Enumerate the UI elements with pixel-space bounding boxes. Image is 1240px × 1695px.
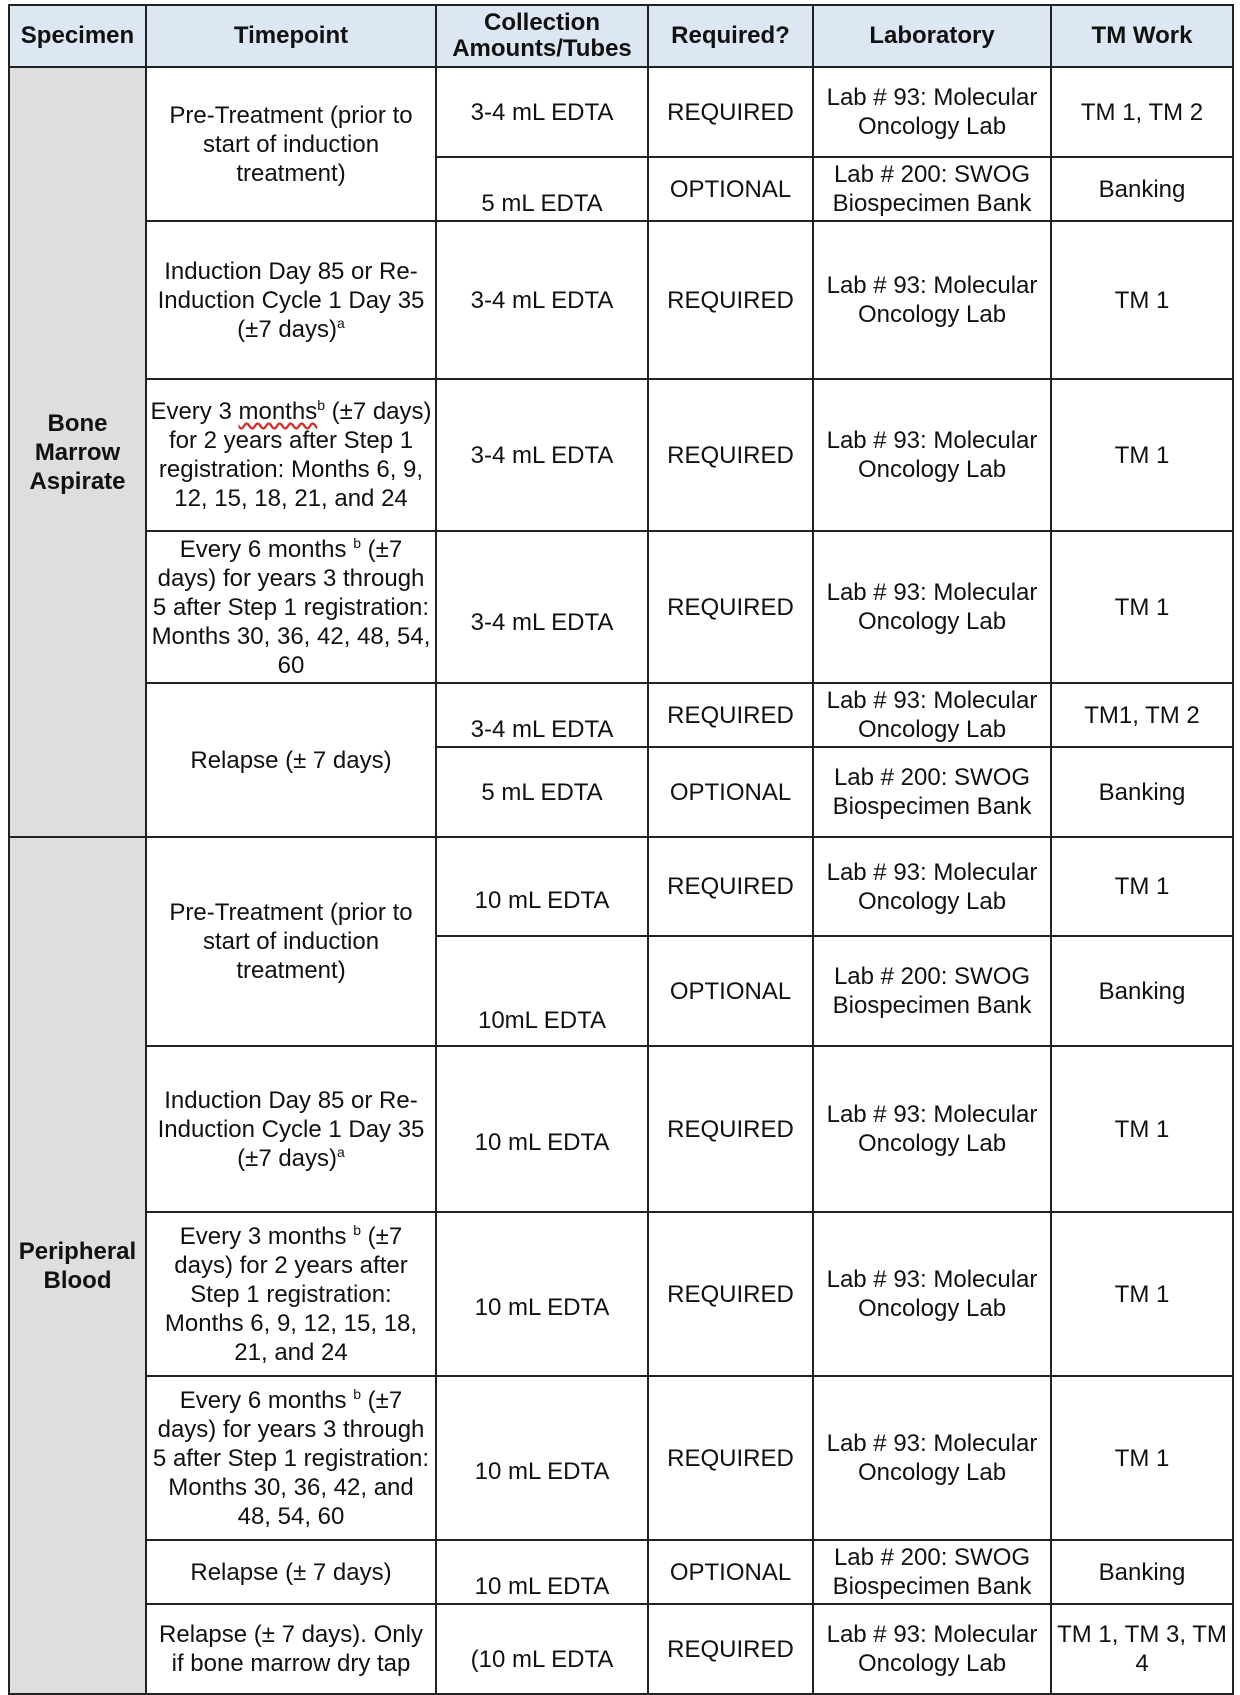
tm-work-cell: TM 1 — [1051, 1376, 1233, 1540]
timepoint-text: Every 3 months — [179, 1222, 354, 1250]
collection-cell: 10 mL EDTA — [436, 1376, 648, 1540]
collection-cell: 5 mL EDTA — [436, 747, 648, 837]
laboratory-cell: Lab # 200: SWOG Biospecimen Bank — [813, 157, 1051, 221]
tm-work-cell: Banking — [1051, 747, 1233, 837]
collection-cell: 10 mL EDTA — [436, 1212, 648, 1376]
collection-cell: 10mL EDTA — [436, 936, 648, 1046]
table-row — [9, 683, 1233, 747]
required-cell: REQUIRED — [648, 1212, 813, 1376]
header-row — [9, 5, 1233, 67]
timepoint-cell — [146, 1212, 436, 1376]
required-cell: REQUIRED — [648, 1046, 813, 1212]
laboratory-cell: Lab # 93: Molecular Oncology Lab — [813, 67, 1051, 157]
required-cell: REQUIRED — [648, 221, 813, 379]
required-cell: OPTIONAL — [648, 1540, 813, 1604]
laboratory-cell: Lab # 93: Molecular Oncology Lab — [813, 683, 1051, 747]
laboratory-cell: Lab # 200: SWOG Biospecimen Bank — [813, 936, 1051, 1046]
laboratory-cell: Lab # 200: SWOG Biospecimen Bank — [813, 1540, 1051, 1604]
table-row — [9, 1046, 1233, 1212]
laboratory-cell: Lab # 93: Molecular Oncology Lab — [813, 531, 1051, 683]
collection-cell: 10 mL EDTA — [436, 1540, 648, 1604]
footnote-marker: b — [353, 1385, 361, 1402]
required-cell: REQUIRED — [648, 837, 813, 936]
collection-cell: (10 mL EDTA — [436, 1604, 648, 1694]
laboratory-cell: Lab # 93: Molecular Oncology Lab — [813, 1376, 1051, 1540]
specimen-bone-marrow: Bone Marrow Aspirate — [9, 67, 146, 837]
tm-work-cell: TM 1 — [1051, 1212, 1233, 1376]
timepoint-cell: Relapse (± 7 days) — [146, 683, 436, 837]
table-row — [9, 1212, 1233, 1376]
laboratory-cell: Lab # 93: Molecular Oncology Lab — [813, 1046, 1051, 1212]
header-laboratory: Laboratory — [813, 5, 1051, 67]
required-cell: OPTIONAL — [648, 936, 813, 1046]
required-cell: OPTIONAL — [648, 747, 813, 837]
collection-cell: 3-4 mL EDTA — [436, 67, 648, 157]
laboratory-cell: Lab # 93: Molecular Oncology Lab — [813, 1212, 1051, 1376]
collection-cell: 3-4 mL EDTA — [436, 379, 648, 531]
timepoint-text: (±7 days) for years 3 through 5 after Step 1 registration: Months 30, 36, 42, and 48, 54, 60 — [152, 1386, 430, 1530]
collection-cell: 3-4 mL EDTA — [436, 221, 648, 379]
footnote-marker: b — [353, 534, 361, 551]
timepoint-text: (±7 days) for years 3 through 5 after Step 1 registration: Months 30, 36, 42, 48, 54, 60 — [151, 535, 431, 679]
table-row — [9, 221, 1233, 379]
timepoint-cell — [146, 1376, 436, 1540]
laboratory-cell: Lab # 93: Molecular Oncology Lab — [813, 837, 1051, 936]
laboratory-cell: Lab # 93: Molecular Oncology Lab — [813, 1604, 1051, 1694]
timepoint-text: Every 6 months — [179, 535, 354, 563]
header-specimen: Specimen — [9, 5, 146, 67]
tm-work-cell: Banking — [1051, 157, 1233, 221]
collection-cell: 5 mL EDTA — [436, 157, 648, 221]
tm-work-cell: TM1, TM 2 — [1051, 683, 1233, 747]
timepoint-text: Induction Day 85 or Re-Induction Cycle 1 Day 35 (±7 days) — [157, 1086, 425, 1172]
timepoint-cell: Relapse (± 7 days). Only if bone marrow dry tap — [146, 1604, 436, 1694]
spellcheck-word: months — [238, 398, 318, 425]
required-cell: REQUIRED — [648, 1376, 813, 1540]
footnote-marker: b — [353, 1221, 361, 1238]
tm-work-cell: TM 1 — [1051, 837, 1233, 936]
tm-work-cell: TM 1 — [1051, 221, 1233, 379]
specimen-peripheral-blood: Peripheral Blood — [9, 837, 146, 1694]
header-tm-work: TM Work — [1051, 5, 1233, 67]
timepoint-text: (±7 days) for 2 years after Step 1 registration: Months 6, 9, 12, 15, 18, 21, and 24 — [158, 398, 432, 512]
tm-work-cell: TM 1 — [1051, 1046, 1233, 1212]
timepoint-cell — [146, 379, 436, 531]
header-required: Required? — [648, 5, 813, 67]
header-collection: Collection Amounts/Tubes — [436, 5, 648, 67]
required-cell: REQUIRED — [648, 531, 813, 683]
laboratory-cell: Lab # 93: Molecular Oncology Lab — [813, 379, 1051, 531]
timepoint-text: (±7 days) for 2 years after Step 1 registration: Months 6, 9, 12, 15, 18, 21, and 24 — [164, 1222, 418, 1366]
table-row — [9, 67, 1233, 157]
timepoint-text: Every 6 months — [179, 1386, 354, 1414]
required-cell: REQUIRED — [648, 379, 813, 531]
tm-work-cell: Banking — [1051, 936, 1233, 1046]
footnote-marker: a — [337, 314, 345, 331]
tm-work-cell: TM 1, TM 3, TM 4 — [1051, 1604, 1233, 1694]
tm-work-cell: TM 1, TM 2 — [1051, 67, 1233, 157]
tm-work-cell: TM 1 — [1051, 531, 1233, 683]
table-row — [9, 531, 1233, 683]
collection-cell: 3-4 mL EDTA — [436, 683, 648, 747]
footnote-marker: b — [317, 397, 325, 413]
footnote-marker: a — [337, 1143, 345, 1160]
tm-work-cell: Banking — [1051, 1540, 1233, 1604]
table-row — [9, 379, 1233, 531]
required-cell: REQUIRED — [648, 683, 813, 747]
timepoint-cell: Pre-Treatment (prior to start of induction treatment) — [146, 67, 436, 221]
laboratory-cell: Lab # 200: SWOG Biospecimen Bank — [813, 747, 1051, 837]
table-row — [9, 1376, 1233, 1540]
timepoint-text: Induction Day 85 or Re-Induction Cycle 1 Day 35 (±7 days) — [157, 257, 425, 343]
required-cell: REQUIRED — [648, 1604, 813, 1694]
tm-work-cell: TM 1 — [1051, 379, 1233, 531]
timepoint-cell: Relapse (± 7 days) — [146, 1540, 436, 1604]
timepoint-text: Every 3 — [150, 398, 239, 425]
specimen-collection-table — [8, 4, 1234, 1695]
collection-cell: 3-4 mL EDTA — [436, 531, 648, 683]
timepoint-cell — [146, 531, 436, 683]
timepoint-cell: Pre-Treatment (prior to start of induction treatment) — [146, 837, 436, 1046]
table-row — [9, 1604, 1233, 1694]
laboratory-cell: Lab # 93: Molecular Oncology Lab — [813, 221, 1051, 379]
required-cell: OPTIONAL — [648, 157, 813, 221]
timepoint-cell — [146, 221, 436, 379]
timepoint-cell — [146, 1046, 436, 1212]
collection-cell: 10 mL EDTA — [436, 837, 648, 936]
header-timepoint: Timepoint — [146, 5, 436, 67]
table-row — [9, 837, 1233, 936]
collection-cell: 10 mL EDTA — [436, 1046, 648, 1212]
required-cell: REQUIRED — [648, 67, 813, 157]
table-row — [9, 1540, 1233, 1604]
